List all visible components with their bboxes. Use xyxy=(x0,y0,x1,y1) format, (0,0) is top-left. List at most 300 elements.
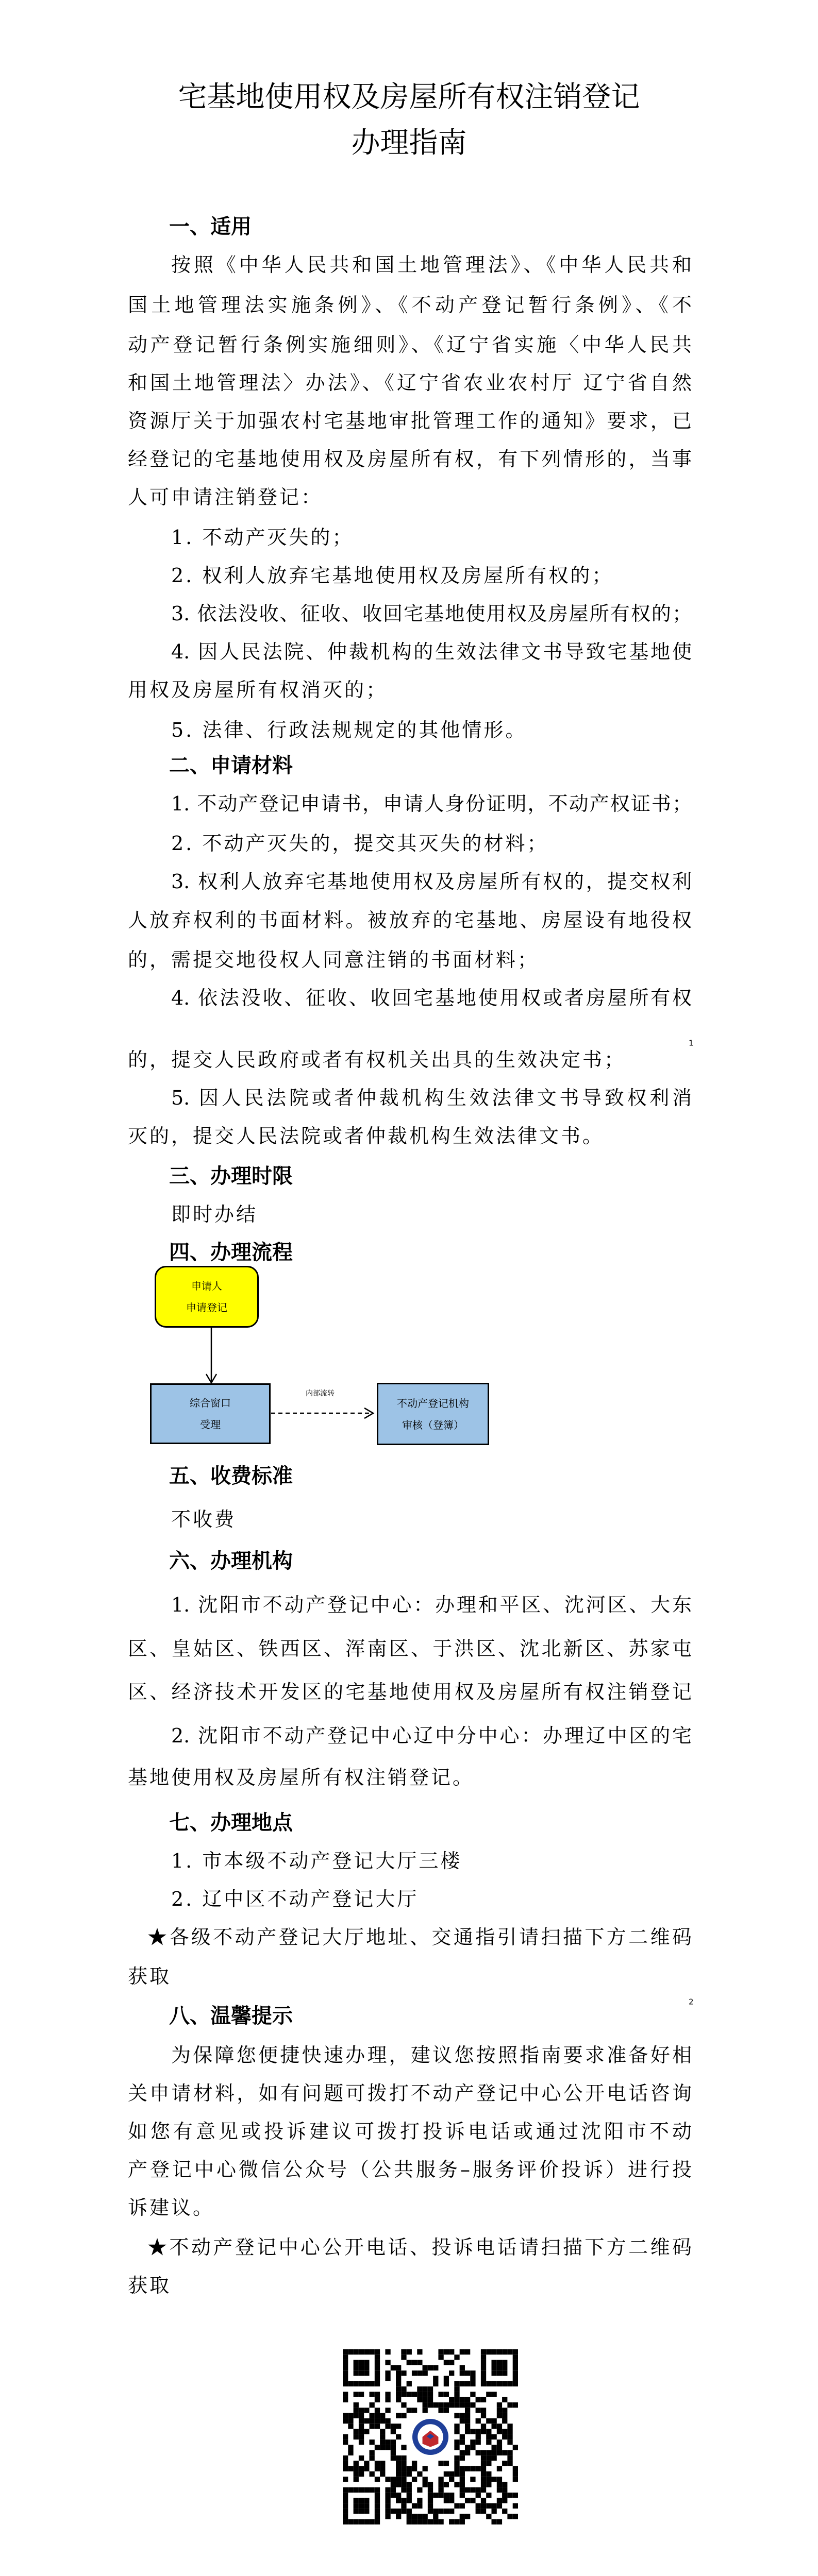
list-item-continued: 人放弃权利的书面材料。被放弃的宅基地、房屋设有地役权 xyxy=(128,909,692,931)
qr-module xyxy=(428,2503,433,2509)
qr-module xyxy=(481,2370,486,2376)
qr-module xyxy=(364,2418,369,2424)
qr-module xyxy=(417,2471,422,2477)
qr-module xyxy=(348,2487,353,2493)
qr-module xyxy=(401,2455,406,2461)
qr-module xyxy=(407,2392,412,2397)
qr-module xyxy=(491,2365,496,2370)
qr-module xyxy=(497,2413,502,2418)
qr-module xyxy=(375,2354,380,2360)
qr-module xyxy=(343,2413,348,2418)
qr-module xyxy=(513,2381,518,2386)
qr-module xyxy=(359,2434,364,2439)
qr-module xyxy=(359,2429,364,2434)
qr-module xyxy=(433,2376,438,2381)
qr-module xyxy=(391,2493,396,2498)
qr-module xyxy=(407,2514,412,2519)
qr-module xyxy=(444,2461,449,2466)
qr-module xyxy=(497,2360,502,2365)
qr-module xyxy=(401,2349,406,2354)
qr-module xyxy=(417,2349,422,2354)
qr-module xyxy=(385,2509,390,2514)
flow-step-text: 受理 xyxy=(200,1418,221,1431)
qr-module xyxy=(396,2370,401,2376)
section-heading-fees: 五、收费标准 xyxy=(169,1464,293,1488)
qr-module xyxy=(428,2498,433,2503)
qr-module xyxy=(385,2392,390,2397)
qr-module xyxy=(343,2503,348,2509)
qr-module xyxy=(343,2418,348,2424)
qr-module xyxy=(417,2519,422,2524)
qr-module xyxy=(401,2482,406,2487)
qr-module xyxy=(481,2461,486,2466)
qr-module xyxy=(502,2498,507,2503)
qr-module xyxy=(391,2424,396,2429)
qr-module xyxy=(370,2471,375,2477)
qr-module xyxy=(412,2519,417,2524)
qr-module xyxy=(359,2365,364,2370)
qr-module xyxy=(364,2466,369,2471)
qr-module xyxy=(401,2509,406,2514)
qr-module xyxy=(385,2439,390,2445)
qr-module xyxy=(491,2360,496,2365)
qr-module xyxy=(454,2519,459,2524)
qr-module xyxy=(438,2477,443,2482)
qr-module xyxy=(407,2519,412,2524)
qr-module xyxy=(476,2450,481,2455)
qr-module xyxy=(513,2471,518,2477)
qr-module xyxy=(465,2424,470,2429)
qr-module xyxy=(438,2461,443,2466)
qr-module xyxy=(444,2509,449,2514)
qr-module xyxy=(359,2370,364,2376)
qr-module xyxy=(412,2514,417,2519)
qr-module xyxy=(401,2466,406,2471)
qr-module xyxy=(507,2514,512,2519)
qr-module xyxy=(497,2424,502,2429)
flow-step-text: 审核（登簿） xyxy=(402,1418,464,1431)
qr-module xyxy=(444,2482,449,2487)
qr-module xyxy=(449,2509,454,2514)
qr-module xyxy=(481,2429,486,2434)
qr-module xyxy=(396,2424,401,2429)
qr-module xyxy=(417,2392,422,2397)
qr-module xyxy=(497,2408,502,2413)
section-heading-tips: 八、温馨提示 xyxy=(169,2004,293,2028)
qr-module xyxy=(470,2392,475,2397)
qr-module xyxy=(385,2418,390,2424)
list-item: 2. 辽中区不动产登记大厅 xyxy=(171,1888,419,1910)
qr-module xyxy=(428,2402,433,2408)
qr-module xyxy=(497,2503,502,2509)
qr-module xyxy=(502,2408,507,2413)
qr-module xyxy=(460,2487,465,2493)
qr-module xyxy=(380,2461,385,2466)
qr-module xyxy=(460,2482,465,2487)
list-item-continued: 的，需提交地役权人同意注销的书面材料； xyxy=(128,948,540,971)
page-number: 1 xyxy=(689,1038,694,1048)
qr-module xyxy=(370,2450,375,2455)
qr-module xyxy=(359,2466,364,2471)
qr-module xyxy=(343,2392,348,2397)
qr-module xyxy=(460,2450,465,2455)
qr-module xyxy=(491,2392,496,2397)
qr-module xyxy=(417,2397,422,2402)
qr-module xyxy=(417,2498,422,2503)
qr-module xyxy=(348,2349,353,2354)
qr-module xyxy=(354,2498,359,2503)
qr-module xyxy=(375,2461,380,2466)
qr-module xyxy=(417,2360,422,2365)
qr-module xyxy=(497,2370,502,2376)
qr-module xyxy=(502,2434,507,2439)
qr-module xyxy=(343,2455,348,2461)
qr-module xyxy=(454,2413,459,2418)
qr-module xyxy=(502,2381,507,2386)
qr-module xyxy=(449,2360,454,2365)
qr-module xyxy=(370,2381,375,2386)
qr-module xyxy=(364,2360,369,2365)
qr-module xyxy=(364,2365,369,2370)
qr-module xyxy=(486,2461,491,2466)
qr-module xyxy=(401,2370,406,2376)
qr-module xyxy=(428,2365,433,2370)
qr-module xyxy=(407,2381,412,2386)
qr-module xyxy=(513,2514,518,2519)
list-item-continued: 用权及房屋所有权消灭的； xyxy=(128,679,388,701)
qr-module xyxy=(497,2365,502,2370)
qr-module xyxy=(359,2349,364,2354)
qr-module xyxy=(354,2392,359,2397)
qr-module xyxy=(396,2482,401,2487)
qr-module xyxy=(502,2461,507,2466)
paragraph-line: 国土地管理法实施条例》、《不动产登记暂行条例》、《不 xyxy=(128,294,692,316)
qr-module xyxy=(423,2514,428,2519)
qr-module xyxy=(385,2493,390,2498)
qr-module xyxy=(491,2434,496,2439)
qr-module xyxy=(502,2397,507,2402)
qr-module xyxy=(343,2439,348,2445)
qr-module xyxy=(460,2370,465,2376)
qr-module xyxy=(449,2498,454,2503)
qr-module xyxy=(476,2418,481,2424)
paragraph-line: 不收费 xyxy=(171,1508,237,1531)
qr-module xyxy=(385,2349,390,2354)
qr-module xyxy=(460,2477,465,2482)
qr-module xyxy=(359,2424,364,2429)
qr-module xyxy=(375,2408,380,2413)
qr-module xyxy=(364,2487,369,2493)
qr-module xyxy=(364,2498,369,2503)
qr-module xyxy=(375,2493,380,2498)
qr-module xyxy=(481,2455,486,2461)
qr-module xyxy=(513,2445,518,2450)
qr-module xyxy=(486,2477,491,2482)
qr-module xyxy=(412,2360,417,2365)
arrow-down-icon xyxy=(206,1328,216,1383)
qr-module xyxy=(423,2370,428,2376)
qr-module xyxy=(428,2519,433,2524)
qr-module xyxy=(359,2392,364,2397)
qr-module xyxy=(375,2503,380,2509)
qr-module xyxy=(502,2509,507,2514)
qr-module xyxy=(375,2424,380,2429)
paragraph-line: 为保障您便捷快速办理，建议您按照指南要求准备好相 xyxy=(171,2044,692,2066)
page-title: 宅基地使用权及房屋所有权注销登记 xyxy=(178,80,640,114)
qr-module xyxy=(460,2397,465,2402)
qr-module xyxy=(364,2381,369,2386)
qr-module xyxy=(433,2402,438,2408)
qr-module xyxy=(354,2509,359,2514)
star-note-continued: 获取 xyxy=(128,1965,172,1988)
section-heading-materials: 二、申请材料 xyxy=(169,754,293,777)
qr-module xyxy=(396,2381,401,2386)
qr-module xyxy=(513,2365,518,2370)
qr-module xyxy=(491,2519,496,2524)
qr-module xyxy=(470,2487,475,2493)
qr-module xyxy=(396,2397,401,2402)
qr-module xyxy=(497,2445,502,2450)
qr-module xyxy=(444,2392,449,2397)
qr-module xyxy=(460,2466,465,2471)
qr-module xyxy=(513,2360,518,2365)
qr-module xyxy=(370,2455,375,2461)
qr-module xyxy=(343,2509,348,2514)
qr-module xyxy=(513,2477,518,2482)
qr-module xyxy=(507,2461,512,2466)
qr-module xyxy=(401,2487,406,2493)
qr-module xyxy=(428,2386,433,2392)
qr-module xyxy=(491,2424,496,2429)
section-heading-agency: 六、办理机构 xyxy=(169,1549,293,1573)
qr-module xyxy=(438,2349,443,2354)
qr-module xyxy=(486,2450,491,2455)
paragraph-line: 诉建议。 xyxy=(128,2196,215,2219)
list-item-continued: 基地使用权及房屋所有权注销登记。 xyxy=(128,1766,475,1789)
qr-module xyxy=(396,2413,401,2418)
qr-module xyxy=(407,2349,412,2354)
qr-module xyxy=(481,2424,486,2429)
qr-module xyxy=(385,2445,390,2450)
qr-module xyxy=(385,2408,390,2413)
paragraph-line: 按照《中华人民共和国土地管理法》、《中华人民共和 xyxy=(171,253,692,276)
qr-module xyxy=(385,2424,390,2429)
paragraph-line: 即时办结 xyxy=(171,1203,258,1226)
qr-module xyxy=(412,2466,417,2471)
qr-module xyxy=(513,2402,518,2408)
qr-module xyxy=(412,2461,417,2466)
qr-module xyxy=(348,2424,353,2429)
qr-module xyxy=(454,2429,459,2434)
qr-module xyxy=(354,2519,359,2524)
list-item: 5. 因人民法院或者仲裁机构生效法律文书导致权利消 xyxy=(171,1087,692,1109)
qr-module xyxy=(502,2365,507,2370)
qr-module xyxy=(502,2429,507,2434)
qr-module xyxy=(454,2461,459,2466)
qr-module xyxy=(454,2471,459,2477)
qr-module xyxy=(513,2493,518,2498)
qr-module xyxy=(391,2429,396,2434)
qr-module xyxy=(385,2370,390,2376)
paragraph-line: 经登记的宅基地使用权及房屋所有权，有下列情形的，当事 xyxy=(128,448,692,470)
qr-module xyxy=(375,2466,380,2471)
qr-module xyxy=(454,2424,459,2429)
qr-module xyxy=(375,2477,380,2482)
qr-module xyxy=(470,2498,475,2503)
qr-module xyxy=(354,2487,359,2493)
qr-module xyxy=(491,2477,496,2482)
qr-module xyxy=(481,2471,486,2477)
qr-module xyxy=(433,2381,438,2386)
qr-module xyxy=(502,2493,507,2498)
qr-module xyxy=(407,2509,412,2514)
qr-module xyxy=(460,2455,465,2461)
flow-step-text: 综合窗口 xyxy=(190,1397,231,1409)
qr-module xyxy=(396,2514,401,2519)
qr-module xyxy=(491,2349,496,2354)
qr-module xyxy=(417,2514,422,2519)
qr-module xyxy=(454,2386,459,2392)
qr-module xyxy=(396,2434,401,2439)
qr-module xyxy=(401,2386,406,2392)
qr-module xyxy=(449,2477,454,2482)
qr-module xyxy=(449,2370,454,2376)
qr-module xyxy=(417,2370,422,2376)
qr-module xyxy=(354,2413,359,2418)
qr-module xyxy=(513,2503,518,2509)
section-heading-process: 四、办理流程 xyxy=(169,1241,293,1264)
qr-module xyxy=(370,2418,375,2424)
qr-module xyxy=(401,2477,406,2482)
qr-module xyxy=(497,2466,502,2471)
qr-module xyxy=(359,2381,364,2386)
qr-module xyxy=(359,2439,364,2445)
qr-module xyxy=(502,2482,507,2487)
qr-module xyxy=(354,2360,359,2365)
qr-module xyxy=(454,2482,459,2487)
qr-module xyxy=(428,2392,433,2397)
qr-module xyxy=(348,2466,353,2471)
qr-module xyxy=(354,2402,359,2408)
qr-module xyxy=(465,2402,470,2408)
qr-module xyxy=(364,2349,369,2354)
qr-module xyxy=(449,2519,454,2524)
qr-module xyxy=(354,2429,359,2434)
qr-module xyxy=(375,2365,380,2370)
qr-module xyxy=(380,2418,385,2424)
qr-module xyxy=(343,2354,348,2360)
qr-module xyxy=(444,2376,449,2381)
qr-module xyxy=(507,2349,512,2354)
qr-module xyxy=(470,2439,475,2445)
qr-module xyxy=(359,2418,364,2424)
qr-module xyxy=(348,2445,353,2450)
qr-module xyxy=(481,2408,486,2413)
qr-module xyxy=(486,2434,491,2439)
qr-module xyxy=(354,2503,359,2509)
qr-module xyxy=(385,2397,390,2402)
paragraph-line: 产登记中心微信公众号（公共服务–服务评价投诉）进行投 xyxy=(128,2158,692,2181)
qr-module xyxy=(423,2408,428,2413)
qr-module xyxy=(465,2429,470,2434)
qr-module xyxy=(476,2434,481,2439)
list-item: 5. 法律、行政法规规定的其他情形。 xyxy=(171,719,527,741)
qr-module xyxy=(433,2493,438,2498)
qr-module xyxy=(417,2503,422,2509)
qr-module xyxy=(449,2402,454,2408)
qr-module xyxy=(486,2349,491,2354)
real-estate-registration-logo-icon xyxy=(412,2419,448,2455)
list-item-continued: 的，提交人民政府或者有权机关出具的生效决定书； xyxy=(128,1048,626,1071)
qr-module xyxy=(428,2487,433,2493)
qr-module xyxy=(370,2413,375,2418)
qr-module xyxy=(486,2455,491,2461)
qr-module xyxy=(486,2418,491,2424)
qr-module xyxy=(412,2370,417,2376)
qr-module xyxy=(507,2450,512,2455)
qr-module xyxy=(470,2370,475,2376)
page-subtitle: 办理指南 xyxy=(351,126,467,160)
qr-module xyxy=(481,2487,486,2493)
qr-module xyxy=(465,2498,470,2503)
qr-module xyxy=(507,2424,512,2429)
qr-module xyxy=(497,2498,502,2503)
qr-module xyxy=(385,2360,390,2365)
qr-module xyxy=(497,2439,502,2445)
qr-module xyxy=(465,2445,470,2450)
qr-module xyxy=(364,2509,369,2514)
list-item: 1. 沈阳市不动产登记中心：办理和平区、沈河区、大东 xyxy=(171,1594,692,1616)
qr-module xyxy=(380,2429,385,2434)
qr-module xyxy=(354,2466,359,2471)
qr-module xyxy=(481,2349,486,2354)
qr-module xyxy=(465,2370,470,2376)
qr-module xyxy=(465,2418,470,2424)
qr-module xyxy=(343,2434,348,2439)
qr-module xyxy=(359,2487,364,2493)
qr-module xyxy=(396,2509,401,2514)
qr-module xyxy=(375,2392,380,2397)
qr-module xyxy=(507,2429,512,2434)
qr-module xyxy=(348,2381,353,2386)
qr-module xyxy=(364,2429,369,2434)
qr-module xyxy=(481,2365,486,2370)
qr-module xyxy=(465,2397,470,2402)
qr-module xyxy=(401,2402,406,2408)
qr-module xyxy=(465,2466,470,2471)
qr-module xyxy=(444,2402,449,2408)
qr-module xyxy=(438,2354,443,2360)
qr-module xyxy=(507,2402,512,2408)
qr-module xyxy=(391,2482,396,2487)
qr-module xyxy=(444,2381,449,2386)
qr-module xyxy=(433,2509,438,2514)
qr-module xyxy=(401,2392,406,2397)
qr-module xyxy=(412,2408,417,2413)
qr-module xyxy=(375,2498,380,2503)
section-heading-location: 七、办理地点 xyxy=(169,1811,293,1835)
qr-module xyxy=(423,2519,428,2524)
qr-module xyxy=(454,2402,459,2408)
qr-module xyxy=(502,2360,507,2365)
qr-module xyxy=(486,2503,491,2509)
qr-module xyxy=(438,2509,443,2514)
qr-module xyxy=(470,2445,475,2450)
qr-module xyxy=(470,2381,475,2386)
star-note-continued: 获取 xyxy=(128,2274,172,2297)
qr-module xyxy=(449,2493,454,2498)
qr-module xyxy=(423,2365,428,2370)
